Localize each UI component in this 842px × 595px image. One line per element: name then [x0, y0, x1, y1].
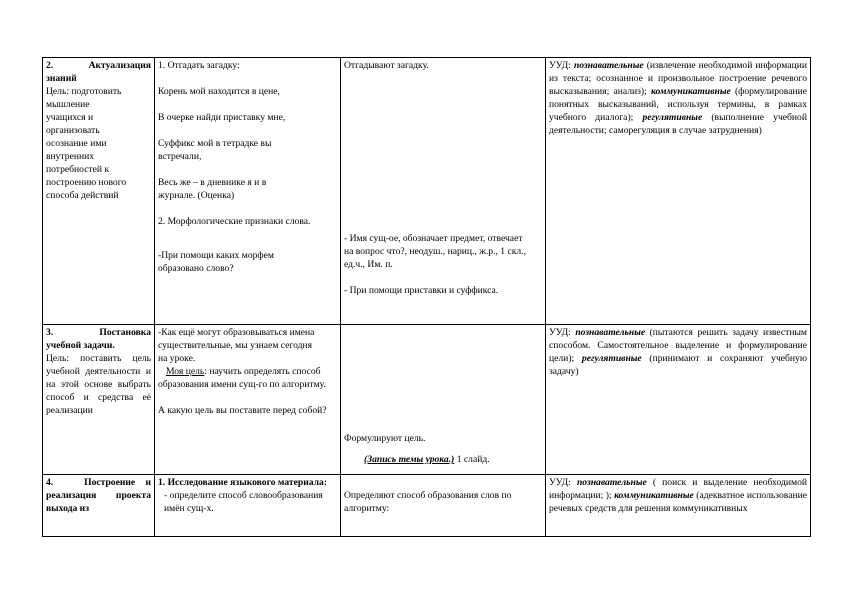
students-cell-task [341, 325, 545, 474]
uud-communicative-text: (адекватное использование речевых средств для решения коммуникативных [549, 490, 807, 514]
stage-title: 3. Постановка учебной задачи. [46, 327, 151, 351]
stage-cell-task [43, 325, 154, 474]
students-line [344, 453, 542, 466]
teacher-line: -Как ещё могут образовываться имена существительные, мы узнаем сегодня на уроке. [158, 327, 315, 364]
students-cell-project [341, 475, 545, 536]
uud-regulative-text: (выполнение учебной деятельности; саморегуляция в случае затруднения) [549, 112, 807, 136]
uud-communicative-label: коммуникативные [614, 490, 694, 501]
teacher-line: - определите способ словообразования имён сущ-х. [164, 490, 323, 514]
uud-cognitive-text: (извлечение необходимой информации из текста; осознанное и произвольное построение речевого высказывания; анализ); [549, 60, 807, 97]
stage-title: 4. Построение и реализация проекта выхода из [46, 477, 151, 514]
stage-goal: Цель: поставить цель учебной деятельности и на этой основе выбрать способ и средства её реализации [46, 353, 151, 416]
uud-cognitive-label: познавательные [573, 60, 644, 71]
uud-cognitive-text: ( поиск и выделение необходимой информации; ); [549, 477, 807, 501]
teacher-line: В очерке найди приставку мне, [158, 112, 286, 123]
uud-communicative-label: коммуникативные [651, 86, 731, 97]
teacher-goal [158, 365, 330, 391]
students-line: - Имя сущ-ое, обозначает предмет, отвечает на вопрос что?, неодуш., нариц., ж.р., 1 скл., ед.ч., Им. п. [344, 233, 526, 270]
table-border-bottom [42, 536, 811, 537]
col-divider-right [810, 57, 811, 537]
uud-cell-project [546, 475, 810, 536]
uud-cognitive-text: (пытаются решить задачу известным способом. Самостоятельное выделение и формулирование цели); [549, 327, 807, 364]
stage-cell-project [43, 475, 154, 536]
stage-title: 2. Актуализация знаний [46, 60, 151, 84]
teacher-line: -При помощи каких морфем образовано слово? [158, 250, 274, 274]
teacher-cell-task [155, 325, 340, 474]
lesson-topic-note: (Запись темы урока.) [364, 454, 455, 465]
students-cell-actualization [341, 58, 545, 324]
teacher-line: Суффикс мой в тетрадке вы встречали, [158, 138, 272, 162]
teacher-line: Весь же – в дневнике я и в журнале. (Оценка) [158, 177, 267, 201]
students-line: - При помощи приставки и суффикса. [344, 285, 499, 296]
uud-communicative-text: (формулирование понятных высказываний, используя термины, в рамках учебного диалога); [549, 86, 807, 123]
uud-prefix: УУД: [549, 477, 577, 488]
uud-prefix: УУД: [549, 60, 574, 71]
teacher-line: А какую цель вы поставите перед собой? [158, 405, 327, 416]
teacher-cell-project [155, 475, 340, 536]
teacher-line: 1. Отгадать загадку: [158, 60, 240, 71]
uud-cognitive-label: познавательные [576, 477, 647, 488]
students-line: Определяют способ образования слов по алгоритму: [344, 490, 512, 514]
teacher-line: 2. Морфологические признаки слова. [158, 216, 311, 227]
students-line: Отгадывают загадку. [344, 60, 429, 71]
teacher-goal-label: Моя цель [166, 366, 205, 377]
students-line: Формулируют цель. [344, 433, 426, 444]
uud-regulative-label: регулятивные [642, 112, 703, 123]
uud-cognitive-label: познавательные [575, 327, 646, 338]
uud-cell-task [546, 325, 810, 474]
teacher-goal-text: : научить определять способ образования имени сущ-го по алгоритму. [158, 366, 326, 390]
uud-prefix: УУД: [549, 327, 576, 338]
uud-regulative-text: (принимают и сохраняют учебную задачу) [549, 353, 808, 377]
slide-note: 1 слайд. [454, 454, 490, 465]
uud-regulative-label: регулятивные [581, 353, 642, 364]
teacher-line: Корень мой находится в цене, [158, 86, 280, 97]
uud-cell-actualization [546, 58, 810, 324]
teacher-line: 1. Исследование языкового материала: [158, 477, 328, 488]
stage-goal: Цель: подготовить мышление учащихся и организовать осознание ими внутренних потребностей к построению нового способа действий [46, 86, 127, 201]
stage-cell-actualization [43, 58, 154, 324]
teacher-cell-actualization [155, 58, 340, 324]
